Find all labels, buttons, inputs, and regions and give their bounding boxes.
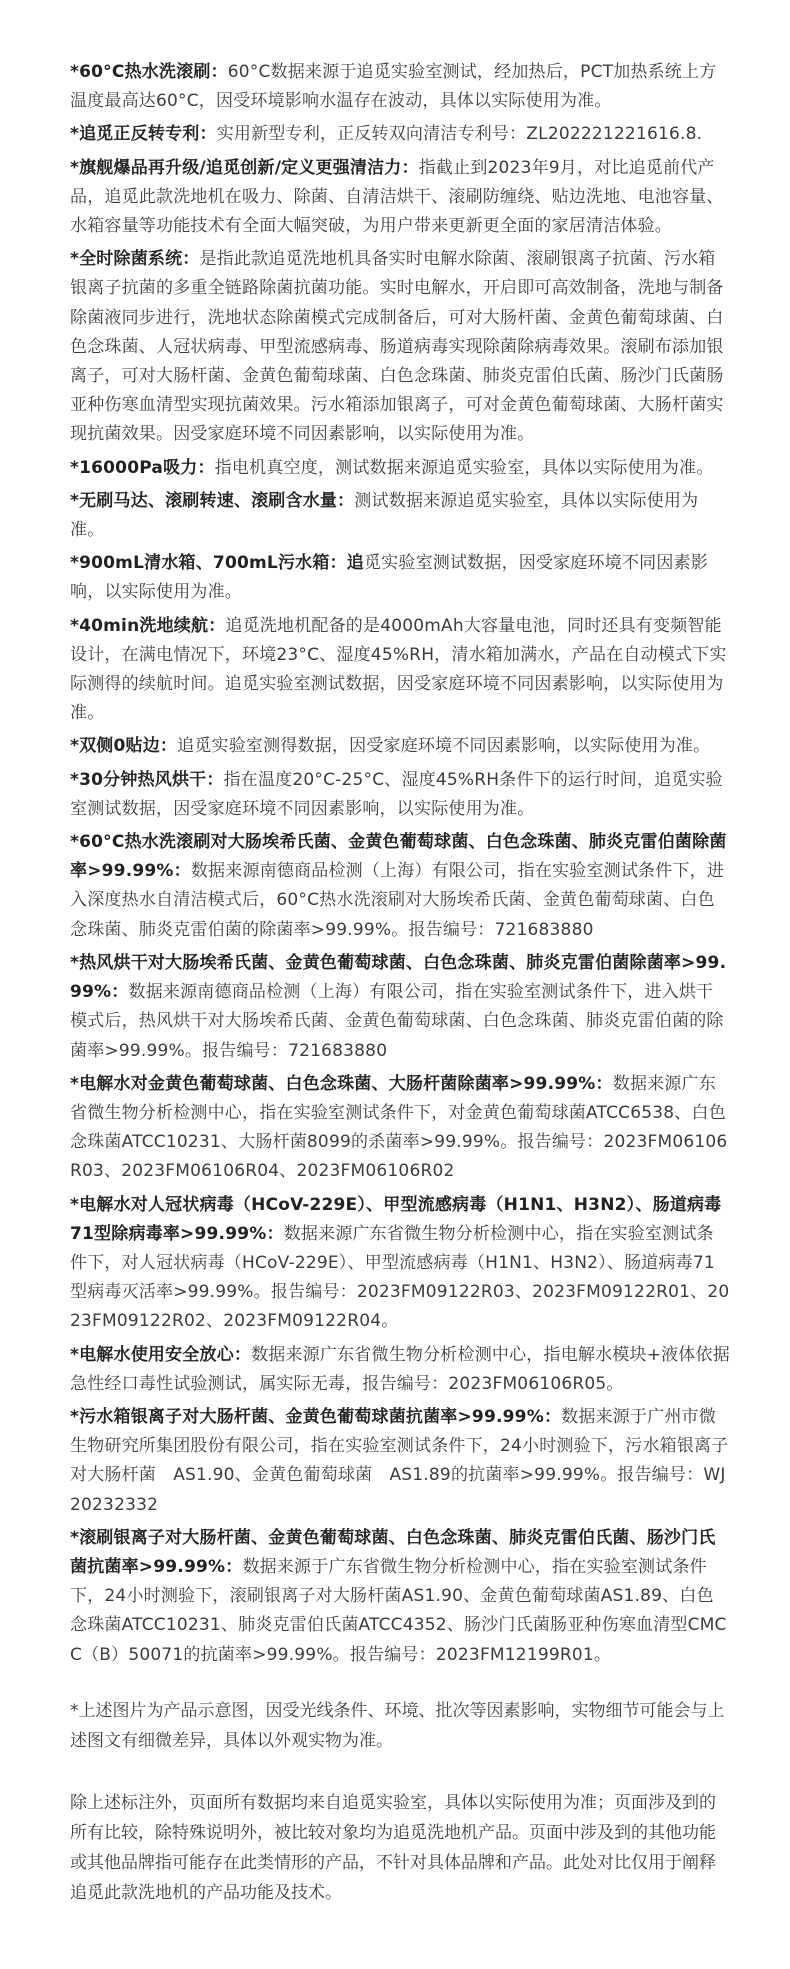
footnote-title: *电解水对金黄色葡萄球菌、白色念珠菌、大肠杆菌除菌率>99.99%： xyxy=(70,1073,613,1094)
data-source-statement: 除上述标注外，页面所有数据均来自追觅实验室，具体以实际使用为准；页面涉及到的所有比较，除特殊说明外，被比较对象均为追觅洗地机产品。页面中涉及到的其他功能或其他品牌指可能存在此类情形的产品，不针对具体品牌和产品。此处对比仅用于阐释追觅此款洗地机的产品功能及技术。 xyxy=(70,1792,716,1903)
footnote-text: 数据来源南德商品检测（上海）有限公司，指在实验室测试条件下，进入深度热水自清洁模式后，60°C热水洗滚刷对大肠埃希氏菌、金黄色葡萄球菌、白色念珠菌、肺炎克雷伯菌的除菌率>99.99%。报告编号：721683880 xyxy=(70,861,725,940)
footnote-item xyxy=(70,154,730,242)
footnote-title: *滚刷银离子对大肠杆菌、金黄色葡萄球菌、白色念珠菌、肺炎克雷伯氏菌、肠沙门氏菌抗菌率>99.99%： xyxy=(70,1527,716,1577)
footnote-text: 数据来源于广州市微生物研究所集团股份有限公司，指在实验室测试条件下，24小时测验下，污水箱银离子对大肠杆菌 AS1.90、金黄色葡萄球菌 AS1.89的抗菌率>99.99%。报告编号：WJ20232332 xyxy=(70,1406,729,1515)
footnote-title: *污水箱银离子对大肠杆菌、金黄色葡萄球菌抗菌率>99.99%： xyxy=(70,1406,562,1427)
footnote-text: 追觅实验室测得数据，因受家庭环境不同因素影响，以实际使用为准。 xyxy=(177,736,711,757)
footnote-title: *30分钟热风烘干： xyxy=(70,769,224,790)
footnote-text: 数据来源广东省微生物分析检测中心，指电解水模块+液体依据急性经口毒性试验测试，属实际无毒，报告编号：2023FM06106R05。 xyxy=(70,1344,730,1394)
footnote-item xyxy=(70,1070,730,1187)
footnote-item xyxy=(70,120,730,149)
footnote-title: *旗舰爆品再升级/追觅创新/定义更强清洁力： xyxy=(70,157,419,178)
footnote-text: 实用新型专利，正反转双向清洁专利号：ZL202221221616.8. xyxy=(216,124,703,145)
footnote-title: *无刷马达、滚刷转速、滚刷含水量： xyxy=(70,490,355,511)
footnote-item xyxy=(70,1524,730,1670)
footnote-title: *900mL清水箱、700mL污水箱：追 xyxy=(70,553,364,574)
footnote-item xyxy=(70,487,730,545)
footnote-item xyxy=(70,949,730,1066)
footnote-title: *热风烘干对大肠埃希氏菌、金黄色葡萄球菌、白色念珠菌、肺炎克雷伯菌除菌率>99.99%： xyxy=(70,952,727,1003)
footnote-item xyxy=(70,766,730,824)
footnote-title: *60°C热水洗滚刷： xyxy=(70,62,228,82)
footnote-text: 指截止到2023年9月，对比追觅前代产品，追觅此款洗地机在吸力、除菌、自清洁烘干、滚刷防缠绕、贴边洗地、电池容量、水箱容量等功能技术有全面大幅突破，为用户带来更新更全面的家居清洁体验。 xyxy=(70,157,724,237)
footnote-text: 数据来源于广东省微生物分析检测中心，指在实验室测试条件下，24小时测验下，滚刷银离子对大肠杆菌AS1.90、金黄色葡萄球菌AS1.89、白色念珠菌ATCC10231、肺炎克雷伯氏菌ATCC4352、肠沙门氏菌肠亚种伤寒血清型CMCC（B）50071的抗菌率>99.99%。报告编号：2023FM12199R01。 xyxy=(70,1556,727,1665)
footnote-text: 觅实验室测试数据，因受家庭环境不同因素影响，以实际使用为准。 xyxy=(70,553,708,603)
footnote-item xyxy=(70,58,730,116)
footnote-title: *双侧0贴边： xyxy=(70,736,178,757)
footnote-title: *16000Pa吸力： xyxy=(70,457,215,478)
footnote-title: *60°C热水洗滚刷对大肠埃希氏菌、金黄色葡萄球菌、白色念珠菌、肺炎克雷伯菌除菌率>99.99%： xyxy=(70,832,727,882)
footnote-text: 指电机真空度，测试数据来源追觅实验室，具体以实际使用为准。 xyxy=(214,457,714,478)
footnote-item xyxy=(70,732,730,761)
footnote-text: 数据来源南德商品检测（上海）有限公司，指在实验室测试条件下，进入烘干模式后，热风烘干对大肠埃希氏菌、金黄色葡萄球菌、白色念珠菌、肺炎克雷伯菌的除菌率>99.99%。报告编号：721683880 xyxy=(70,982,724,1061)
footnote-item xyxy=(70,1341,730,1399)
footnote-item xyxy=(70,612,730,729)
image-disclaimer: *上述图片为产品示意图，因受光线条件、环境、批次等因素影响，实物细节可能会与上述图文有细微差异，具体以外观实物为准。 xyxy=(70,1700,725,1751)
footnote-title: *40min洗地续航： xyxy=(70,615,226,636)
footnote-item xyxy=(70,245,730,449)
footnote-text: 数据来源广东省微生物分析检测中心，指在实验室测试条件下，对金黄色葡萄球菌ATCC6538、白色念珠菌ATCC10231、大肠杆菌8099的杀菌率>99.99%。报告编号：2023FM06106R03、2023FM06106R04、2023FM06106R02 xyxy=(70,1073,728,1182)
footnote-title: *全时除菌系统： xyxy=(70,249,200,270)
footnote-title: *电解水对人冠状病毒（HCoV-229E）、甲型流感病毒（H1N1、H3N2）、肠道病毒71型除病毒率>99.99%： xyxy=(70,1194,722,1244)
footnote-item xyxy=(70,1191,730,1337)
footnote-item xyxy=(70,1403,730,1520)
footnote-title: *电解水使用安全放心： xyxy=(70,1344,252,1365)
footnote-text: 测试数据来源追觅实验室，具体以实际使用为准。 xyxy=(70,490,699,541)
footnote-text: 指在温度20°C-25°C、湿度45%RH条件下的运行时间，追觅实验室测试数据，因受家庭环境不同因素影响，以实际使用为准。 xyxy=(70,769,723,819)
footnotes-list xyxy=(70,58,730,1670)
footnote-text: 追觅洗地机配备的是4000mAh大容量电池，同时还具有变频智能设计，在满电情况下，环境23°C、湿度45%RH，清水箱加满水，产品在自动模式下实际测得的续航时间。追觅实验室测试数据，因受家庭环境不同因素影响，以实际使用为准。 xyxy=(70,615,727,724)
footnote-item xyxy=(70,828,730,945)
footnote-text: 数据来源广东省微生物分析检测中心，指在实验室测试条件下，对人冠状病毒（HCoV-229E）、甲型流感病毒（H1N1、H3N2）、肠道病毒71型病毒灭活率>99.99%。报告编号：2023FM09122R03、2023FM09122R01、2023FM09122R02、2023FM09122R04。 xyxy=(70,1223,730,1332)
footnote-title: *追觅正反转专利： xyxy=(70,124,217,145)
footnote-item xyxy=(70,549,730,607)
footnote-item xyxy=(70,454,730,483)
footnote-text: 是指此款追觅洗地机具备实时电解水除菌、滚刷银离子抗菌、污水箱银离子抗菌的多重全链路除菌抗菌功能。实时电解水，开启即可高效制备，洗地与制备除菌液同步进行，洗地状态除菌模式完成制备后，可对大肠杆菌、金黄色葡萄球菌、白色念珠菌、人冠状病毒、甲型流感病毒、肠道病毒实现除菌除病毒效果。滚刷布添加银离子，可对大肠杆菌、金黄色葡萄球菌、白色念珠菌、肺炎克雷伯氏菌、肠沙门氏菌肠亚种伤寒血清型实现抗菌效果。污水箱添加银离子，可对金黄色葡萄球菌、大肠杆菌实现抗菌效果。因受家庭环境不同因素影响，以实际使用为准。 xyxy=(70,249,724,445)
footnote-text: 60°C数据来源于追觅实验室测试，经加热后，PCT加热系统上方温度最高达60°C，因受环境影响水温存在波动，具体以实际使用为准。 xyxy=(70,62,717,112)
